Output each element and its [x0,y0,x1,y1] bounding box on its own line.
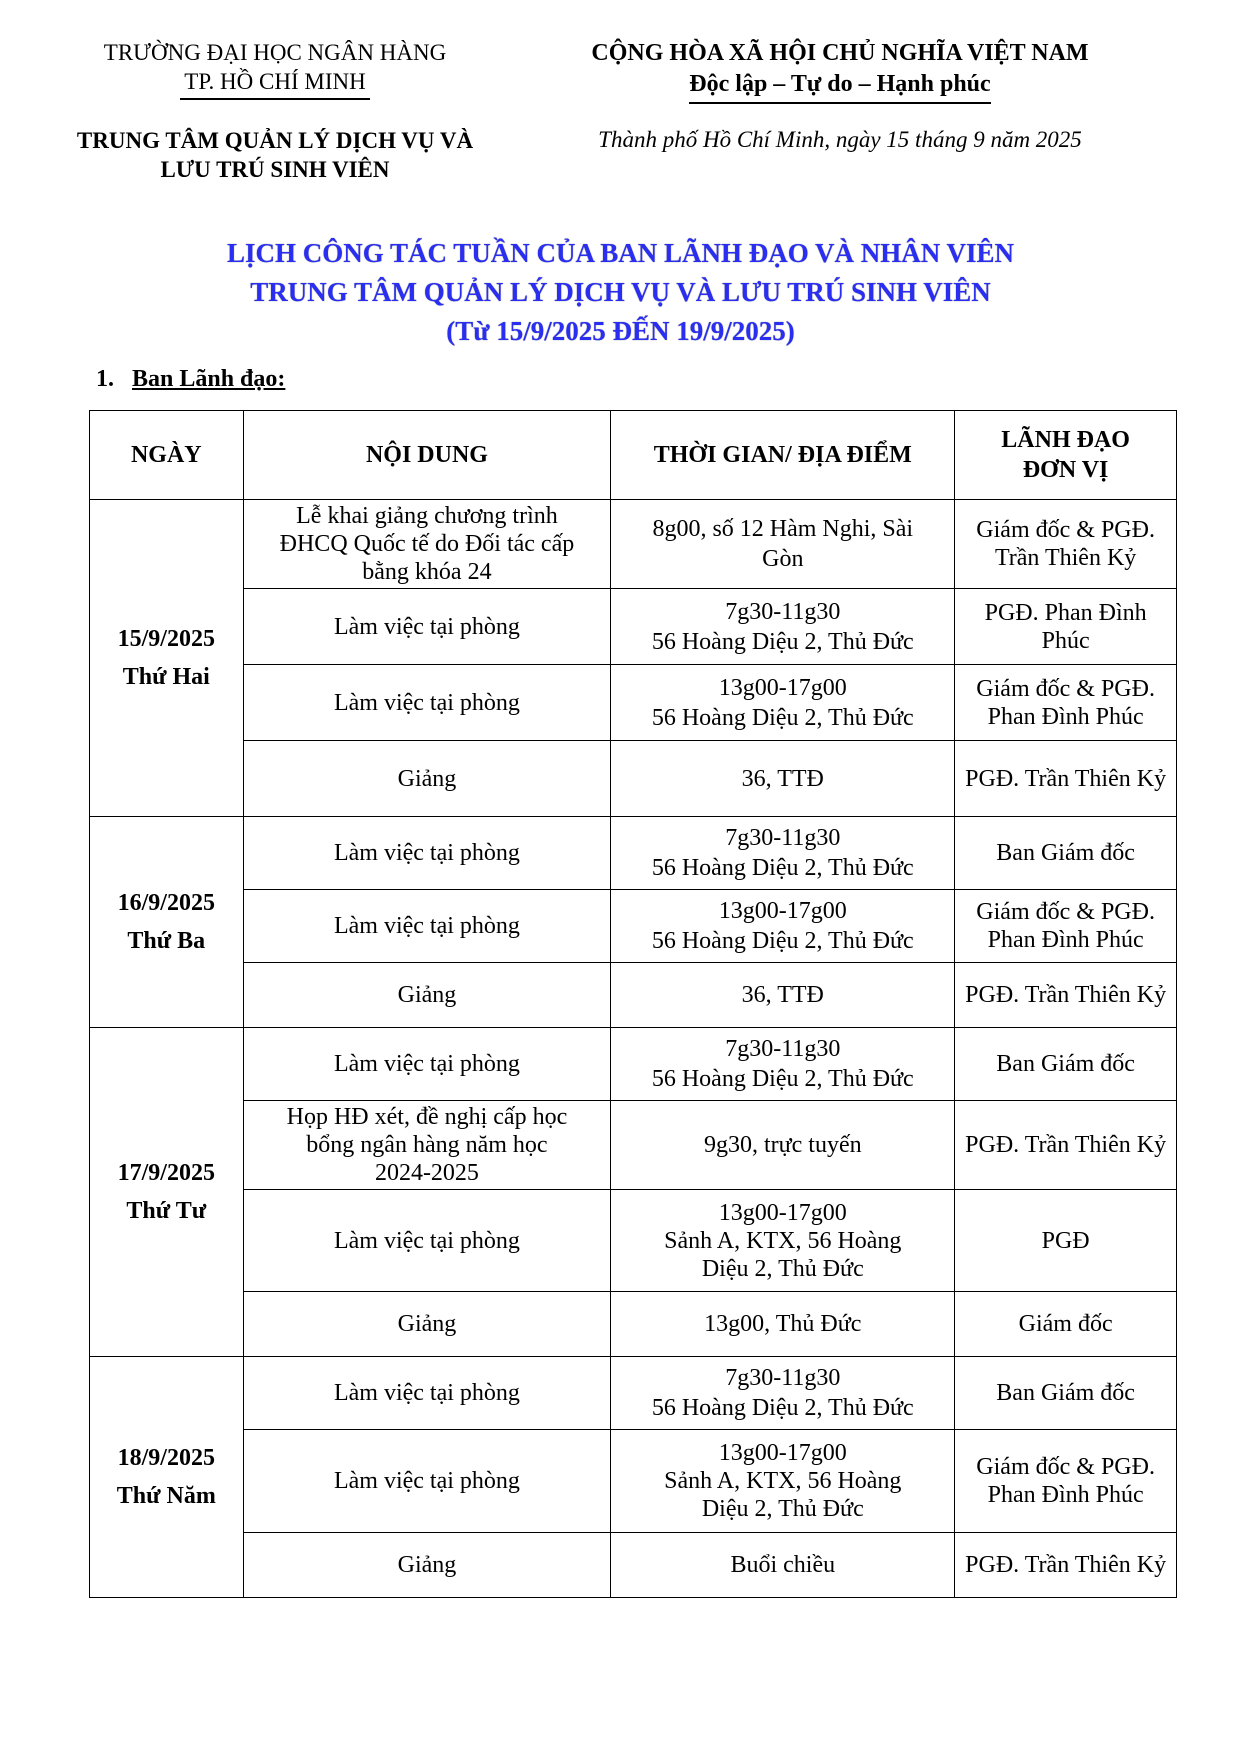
leader-line: Giám đốc [1018,1311,1113,1337]
time-place-cell [611,1533,955,1598]
content-line: bổng ngân hàng năm học [306,1132,548,1158]
content-cell [243,665,611,741]
content-cell [243,1430,611,1533]
table-row [90,1357,1177,1430]
content-line: Làm việc tại phòng [333,840,520,866]
leader-line: Phan Đình Phúc [987,927,1144,953]
time-place-line: 56 Hoàng Diệu 2, Thủ Đức [651,1066,914,1092]
time-place-cell [611,817,955,890]
content-line: bằng khóa 24 [362,559,492,585]
table-row [90,741,1177,817]
time-place-cell [611,1357,955,1430]
time-place-line: Sảnh A, KTX, 56 Hoàng [664,1468,902,1494]
department-name-line2: LƯU TRÚ SINH VIÊN [160,157,390,182]
department-name [40,126,510,184]
leader-line: PGĐ. Trần Thiên Kỷ [965,1552,1167,1578]
time-place-line: Gòn [762,546,804,572]
time-place-line: 13g00-17g00 [718,1440,847,1466]
content-cell [243,890,611,963]
table-row [90,1292,1177,1357]
national-motto: Độc lập – Tự do – Hạnh phúc [689,69,990,104]
content-line: Làm việc tại phòng [333,1051,520,1077]
leader-cell [955,1357,1177,1430]
time-place-line: 56 Hoàng Diệu 2, Thủ Đức [651,628,914,655]
content-line: Làm việc tại phòng [333,1227,520,1254]
content-line: Giảng [397,1311,457,1337]
time-place-cell [611,665,955,741]
time-place-cell [611,1292,955,1357]
header-leader [955,411,1177,500]
table-row [90,963,1177,1028]
leader-cell [955,1430,1177,1533]
leader-line: PGĐ. Trần Thiên Kỷ [965,765,1167,792]
leader-line: Trần Thiên Kỷ [994,545,1137,571]
leader-line: Phan Đình Phúc [987,703,1144,730]
time-place-line: 56 Hoàng Diệu 2, Thủ Đức [651,1395,914,1421]
time-place-cell [611,500,955,589]
content-cell [243,1292,611,1357]
leader-cell [955,1190,1177,1292]
content-line: Làm việc tại phòng [333,689,520,716]
content-cell [243,1533,611,1598]
leader-cell [955,1292,1177,1357]
table-row [90,1190,1177,1292]
day-cell [90,500,244,817]
table-header-row [90,411,1177,500]
table-row [90,589,1177,665]
table-row [90,890,1177,963]
day-date: 15/9/2025 [117,626,215,652]
day-weekday: Thứ Hai [122,664,210,690]
leader-cell [955,500,1177,589]
leader-line: PGĐ [1041,1227,1090,1254]
day-weekday: Thứ Năm [116,1483,216,1509]
time-place-cell [611,890,955,963]
day-cell [90,817,244,1028]
leader-line: Giám đốc & PGĐ. [976,517,1155,543]
time-place-cell [611,589,955,665]
university-city: TP. HỒ CHÍ MINH [180,67,369,100]
time-place-line: 36, TTĐ [741,982,824,1008]
section-number: 1. [96,366,114,392]
content-cell [243,1190,611,1292]
leader-cell [955,817,1177,890]
leader-cell [955,1101,1177,1190]
content-line: Làm việc tại phòng [333,1380,520,1406]
leader-cell [955,1028,1177,1101]
leader-cell [955,963,1177,1028]
time-place-line: 13g00-17g00 [718,1199,847,1226]
leader-line: PGĐ. Trần Thiên Kỷ [965,982,1167,1008]
content-cell [243,963,611,1028]
time-place-line: Buổi chiều [730,1552,836,1578]
time-place-cell [611,1190,955,1292]
content-cell [243,500,611,589]
schedule-table [89,410,1177,1598]
leader-line: PGĐ. Phan Đình [984,599,1147,626]
time-place-line: 7g30-11g30 [725,1036,841,1062]
content-line: Làm việc tại phòng [333,613,520,640]
table-row [90,500,1177,589]
leader-line: Ban Giám đốc [996,840,1135,866]
leader-cell [955,589,1177,665]
time-place-line: 56 Hoàng Diệu 2, Thủ Đức [651,855,914,881]
content-line: ĐHCQ Quốc tế do Đối tác cấp [279,531,575,557]
table-row [90,1028,1177,1101]
time-place-line: 13g00-17g00 [718,674,847,701]
section-heading [96,366,285,393]
time-place-line: 36, TTĐ [741,765,824,792]
day-weekday: Thứ Tư [126,1198,207,1224]
table-row [90,665,1177,741]
time-place-line: Diệu 2, Thủ Đức [701,1255,864,1282]
leader-line: Ban Giám đốc [996,1051,1135,1077]
time-place-cell [611,1028,955,1101]
header-content: NỘI DUNG [243,411,611,500]
leader-cell [955,665,1177,741]
time-place-cell [611,741,955,817]
time-place-cell [611,963,955,1028]
time-place-line: 7g30-11g30 [725,1365,841,1391]
leader-cell [955,1533,1177,1598]
table-row [90,1101,1177,1190]
leader-line: PGĐ. Trần Thiên Kỷ [965,1132,1167,1158]
content-line: Lễ khai giảng chương trình [296,503,558,529]
content-cell [243,1357,611,1430]
content-cell [243,1101,611,1190]
title-line2: TRUNG TÂM QUẢN LÝ DỊCH VỤ VÀ LƯU TRÚ SINH VIÊN [250,277,991,307]
day-cell [90,1028,244,1357]
content-line: 2024-2025 [374,1160,479,1186]
content-line: Họp HĐ xét, đề nghị cấp học [286,1104,568,1130]
content-cell [243,1028,611,1101]
time-place-line: 13g00, Thủ Đức [704,1311,862,1337]
day-cell [90,1357,244,1598]
header-leader-line2: ĐƠN VỊ [1022,457,1109,483]
leader-cell [955,741,1177,817]
time-place-line: 13g00-17g00 [718,898,847,924]
table-row [90,817,1177,890]
time-place-line: 9g30, trực tuyến [703,1132,862,1158]
leader-line: Giám đốc & PGĐ. [976,899,1155,925]
department-name-line1: TRUNG TÂM QUẢN LÝ DỊCH VỤ VÀ [76,128,474,153]
time-place-line: Diệu 2, Thủ Đức [701,1496,864,1522]
header-date: NGÀY [90,411,244,500]
content-line: Giảng [397,1552,457,1578]
content-line: Giảng [397,982,457,1008]
time-place-cell [611,1430,955,1533]
content-cell [243,741,611,817]
content-line: Giảng [397,765,457,792]
header-leader-line1: LÃNH ĐẠO [1001,427,1130,453]
day-weekday: Thứ Ba [127,928,206,954]
time-place-line: 56 Hoàng Diệu 2, Thủ Đức [651,928,914,954]
content-cell [243,817,611,890]
day-date: 16/9/2025 [117,890,215,916]
leader-line: Giám đốc & PGĐ. [976,1454,1155,1480]
time-place-cell [611,1101,955,1190]
section-label: Ban Lãnh đạo: [132,366,286,392]
content-cell [243,589,611,665]
table-row [90,1430,1177,1533]
table-row [90,1533,1177,1598]
leader-line: Phan Đình Phúc [987,1482,1144,1508]
header-time-place: THỜI GIAN/ ĐỊA ĐIỂM [611,411,955,500]
university-name: TRƯỜNG ĐẠI HỌC NGÂN HÀNG [103,40,447,65]
time-place-line: Sảnh A, KTX, 56 Hoàng [664,1227,902,1254]
day-date: 18/9/2025 [117,1445,215,1471]
day-date: 17/9/2025 [117,1160,215,1186]
leader-line: Ban Giám đốc [996,1380,1135,1406]
content-line: Làm việc tại phòng [333,913,520,939]
leader-cell [955,890,1177,963]
title-line1: LỊCH CÔNG TÁC TUẦN CỦA BAN LÃNH ĐẠO VÀ NHÂN VIÊN [226,238,1015,268]
leader-line: Giám đốc & PGĐ. [976,675,1155,702]
national-header [540,38,1140,155]
institution-header [40,38,510,184]
content-line: Làm việc tại phòng [333,1468,520,1494]
time-place-line: 7g30-11g30 [725,598,841,625]
leader-line: Phúc [1041,627,1090,654]
document-title [0,234,1241,351]
time-place-line: 7g30-11g30 [725,825,841,851]
title-line3: (Từ 15/9/2025 ĐẾN 19/9/2025) [446,316,795,346]
document-date: Thành phố Hồ Chí Minh, ngày 15 tháng 9 năm 2025 [598,127,1082,152]
time-place-line: 56 Hoàng Diệu 2, Thủ Đức [651,704,914,731]
nation-title: CỘNG HÒA XÃ HỘI CHỦ NGHĨA VIỆT NAM [591,40,1089,66]
time-place-line: 8g00, số 12 Hàm Nghi, Sài [652,516,914,542]
